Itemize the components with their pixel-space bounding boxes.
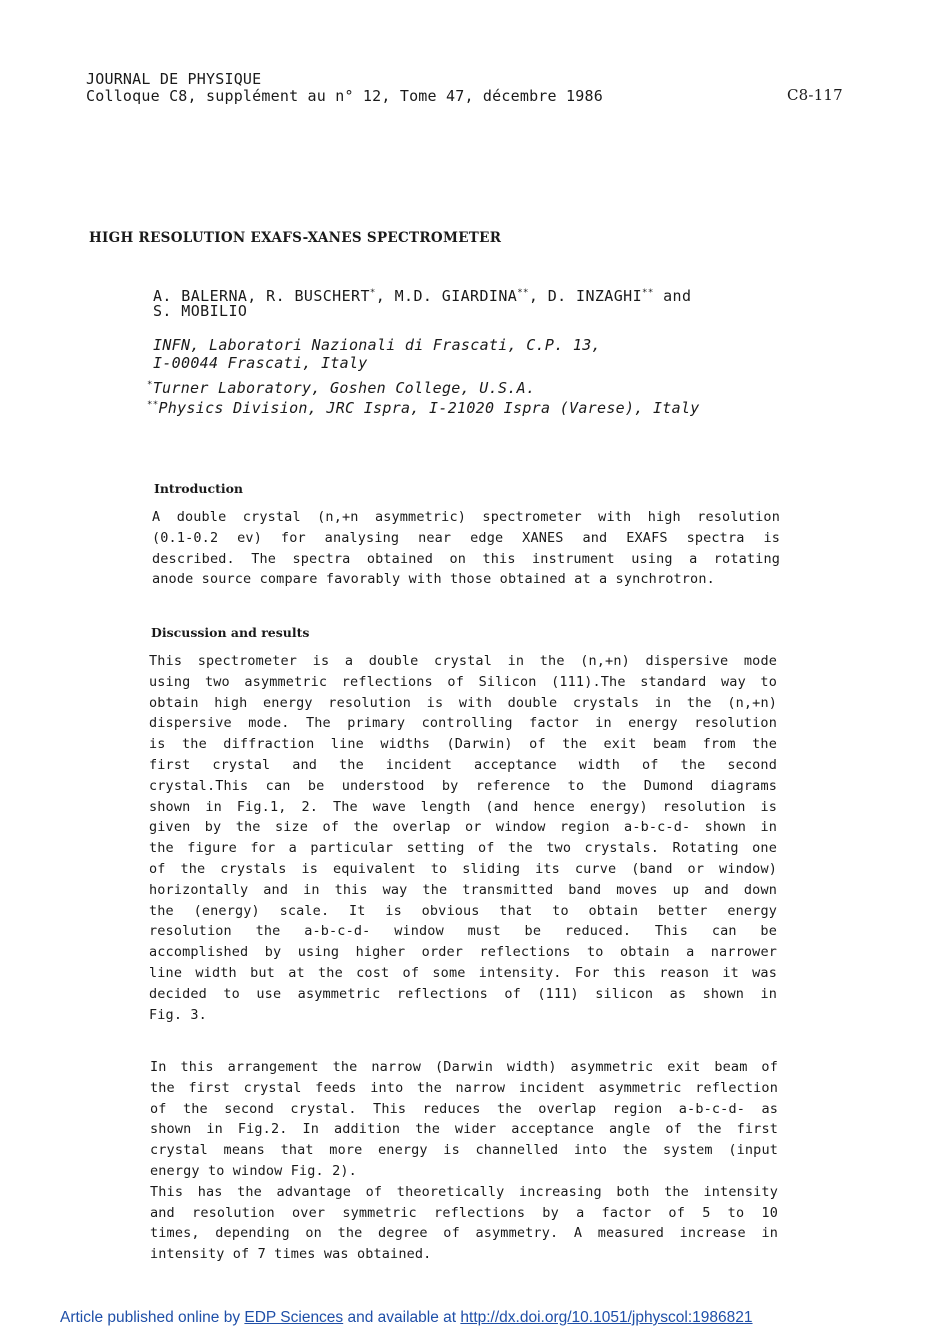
edp-sciences-link[interactable]: EDP Sciences <box>244 1309 344 1326</box>
introduction-paragraph <box>152 507 780 590</box>
text-line: line width but at the cost of some intensity. For this reason it was <box>149 964 777 981</box>
paper-title: HIGH RESOLUTION EXAFS-XANES SPECTROMETER <box>89 230 502 246</box>
text-line: dispersive mode. The primary controlling factor in energy resolution <box>149 715 777 732</box>
text-line: (0.1-0.2 ev) for analysing near edge XANES and EXAFS spectra is <box>152 529 780 546</box>
author-text: and <box>653 287 692 305</box>
text-line: is the diffraction line widths (Darwin) of the exit beam from the <box>149 736 777 753</box>
author-text: A. BALERNA, R. BUSCHERT <box>153 287 370 305</box>
text-line: accomplished by using higher order reflections to obtain a narrower <box>149 944 777 961</box>
text-line: and resolution over symmetric reflections by a factor of 5 to 10 <box>150 1204 778 1221</box>
section-heading-discussion: Discussion and results <box>151 625 310 640</box>
section-heading-introduction: Introduction <box>154 481 244 496</box>
affiliation-mark: ** <box>147 400 159 410</box>
text-line: anode source compare favorably with those obtained at a synchrotron. <box>152 571 715 588</box>
journal-name: JOURNAL DE PHYSIQUE <box>86 70 262 88</box>
text-line: of the second crystal. This reduces the overlap region a-b-c-d- as <box>150 1100 778 1117</box>
text-line: shown in Fig.1, 2. The wave length (and hence energy) resolution is <box>149 798 777 815</box>
text-line: first crystal and the incident acceptance width of the second <box>149 756 777 773</box>
text-line: the first crystal feeds into the narrow incident asymmetric reflection <box>150 1079 778 1096</box>
text-line: times, depending on the degree of asymmetry. A measured increase in <box>150 1225 778 1242</box>
text-line: the (energy) scale. It is obvious that to obtain better energy <box>149 902 777 919</box>
journal-issue: Colloque C8, supplément au n° 12, Tome 47, décembre 1986 <box>86 87 603 105</box>
footer-text: and available at <box>343 1309 461 1326</box>
author-text: , D. INZAGHI <box>528 287 643 305</box>
authors-line-2: S. MOBILIO <box>153 302 248 320</box>
text-line: A double crystal (n,+n asymmetric) spectrometer with high resolution <box>152 509 780 525</box>
affiliation-mark: * <box>147 380 153 390</box>
affiliation-mark: ** <box>642 288 654 298</box>
page-number: C8-117 <box>787 86 843 104</box>
text-line: decided to use asymmetric reflections of (111) silicon as shown in <box>149 985 777 1002</box>
text-line: This has the advantage of theoretically increasing both the intensity <box>150 1183 778 1200</box>
publication-footer <box>60 1309 753 1327</box>
text-line: energy to window Fig. 2). <box>150 1162 357 1179</box>
affiliation-1-line-2: I-00044 Frascati, Italy <box>153 354 368 372</box>
text-line: described. The spectra obtained on this instrument using a rotating <box>152 550 780 567</box>
discussion-paragraph <box>149 651 777 1025</box>
footer-text: Article published online by <box>60 1309 245 1326</box>
text-line: In this arrangement the narrow (Darwin width) asymmetric exit beam of <box>150 1059 778 1075</box>
text-line: intensity of 7 times was obtained. <box>150 1246 432 1263</box>
affiliation-2: *Turner Laboratory, Goshen College, U.S.A. <box>147 379 536 397</box>
affiliation-mark: * <box>369 288 376 298</box>
text-line: of the crystals is equivalent to sliding its curve (band or window) <box>149 860 777 877</box>
affiliation-mark: ** <box>517 288 529 298</box>
doi-link[interactable]: http://dx.doi.org/10.1051/jphyscol:1986821 <box>460 1309 753 1326</box>
affiliation-3: **Physics Division, JRC Ispra, I-21020 Ispra (Varese), Italy <box>147 399 700 417</box>
affiliation-1-line-1: INFN, Laboratori Nazionali di Frascati, C.P. 13, <box>153 336 601 354</box>
author-text: , M.D. GIARDINA <box>375 287 518 305</box>
text-line: obtain high energy resolution is with double crystals in the (n,+n) <box>149 694 777 711</box>
text-line: shown in Fig.2. In addition the wider acceptance angle of the first <box>150 1121 778 1138</box>
text-line: horizontally and in this way the transmitted band moves up and down <box>149 881 777 898</box>
text-line: crystal.This can be understood by reference to the Dumond diagrams <box>149 777 777 794</box>
text-line: the figure for a particular setting of the two crystals. Rotating one <box>149 840 777 857</box>
text-line: using two asymmetric reflections of Silicon (111).The standard way to <box>149 673 777 690</box>
text-line: crystal means that more energy is channelled into the system (input <box>150 1142 778 1159</box>
text-line: resolution the a-b-c-d- window must be reduced. This can be <box>149 923 777 940</box>
text-line: This spectrometer is a double crystal in the (n,+n) dispersive mode <box>149 653 777 669</box>
text-line: Fig. 3. <box>149 1006 207 1023</box>
text-line: given by the size of the overlap or window region a-b-c-d- shown in <box>149 819 777 836</box>
arrangement-paragraph <box>150 1057 778 1265</box>
